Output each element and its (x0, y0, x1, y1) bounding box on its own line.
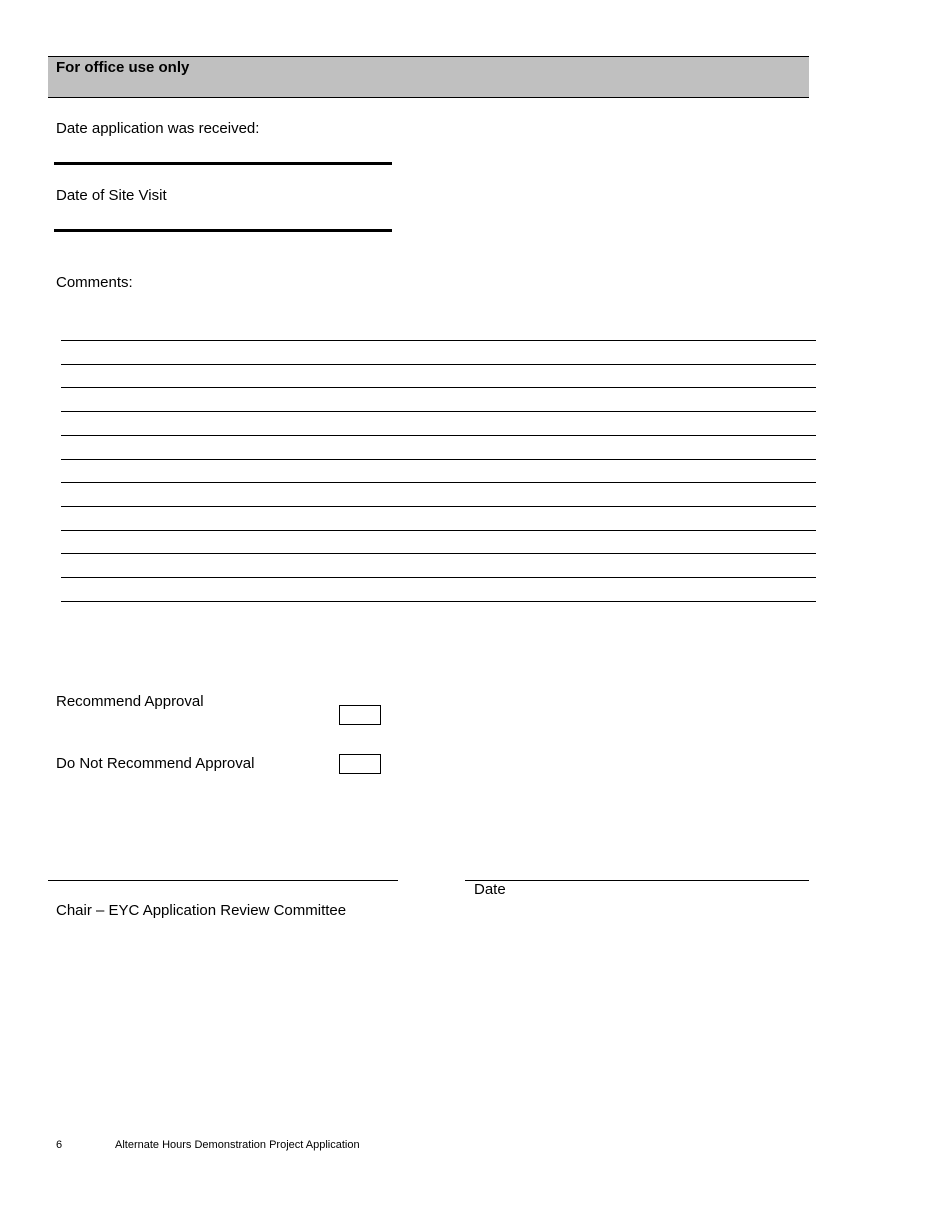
comment-line[interactable] (61, 553, 816, 554)
comment-line[interactable] (61, 530, 816, 531)
chair-signature-line[interactable] (48, 880, 398, 881)
signature-date-label: Date (474, 881, 506, 898)
comments-label: Comments: (56, 274, 133, 291)
do-not-recommend-checkbox[interactable] (339, 754, 381, 774)
date-received-input[interactable] (54, 162, 392, 165)
comment-line[interactable] (61, 482, 816, 483)
office-use-header (48, 56, 809, 98)
comment-line[interactable] (61, 601, 816, 602)
comment-line[interactable] (61, 340, 816, 341)
footer-document-title: Alternate Hours Demonstration Project Application (115, 1139, 360, 1151)
office-use-title: For office use only (56, 59, 190, 76)
page-number: 6 (56, 1139, 63, 1151)
do-not-recommend-label: Do Not Recommend Approval (56, 755, 255, 772)
comment-line[interactable] (61, 364, 816, 365)
recommend-approval-label: Recommend Approval (56, 693, 204, 710)
comment-line[interactable] (61, 506, 816, 507)
comment-line[interactable] (61, 435, 816, 436)
comment-line[interactable] (61, 577, 816, 578)
site-visit-label: Date of Site Visit (56, 187, 167, 204)
signature-date-line[interactable] (465, 880, 809, 881)
comment-line[interactable] (61, 459, 816, 460)
date-received-label: Date application was received: (56, 120, 260, 137)
recommend-approval-checkbox[interactable] (339, 705, 381, 725)
chair-label: Chair – EYC Application Review Committee (56, 902, 347, 919)
comment-line[interactable] (61, 387, 816, 388)
comment-line[interactable] (61, 411, 816, 412)
site-visit-input[interactable] (54, 229, 392, 232)
